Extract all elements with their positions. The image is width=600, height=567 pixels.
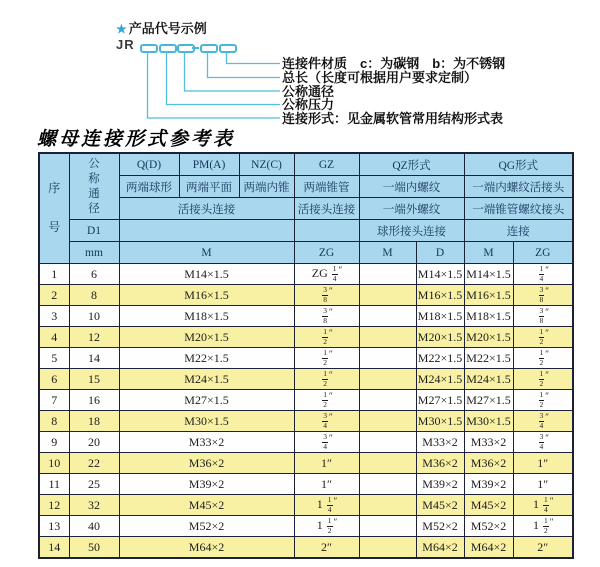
- diagram-label-length: 总长（长度可根据用户要求定制）: [282, 70, 478, 85]
- header-col-nz: NZ(C): [239, 153, 294, 176]
- table-cell: [359, 474, 416, 495]
- diagram-label-pressure: 公称压力: [282, 97, 335, 112]
- header-pm-desc: 两端平面: [179, 176, 239, 198]
- table-cell: M64×2: [464, 537, 513, 559]
- diagram-label-connection: 连接形式：见金属软管常用结构形式表: [282, 111, 504, 126]
- table-cell: 14: [69, 348, 119, 369]
- table-cell: M36×2: [416, 453, 464, 474]
- table-cell: $\frac{3}{4}$ ″: [294, 411, 359, 432]
- table-cell: 8: [39, 411, 69, 432]
- header-qz-desc2: 一端外螺纹: [359, 198, 464, 220]
- table-row: [39, 264, 573, 285]
- table-cell: M16×1.5: [464, 285, 513, 306]
- header-col-qg: QG形式: [464, 153, 573, 176]
- table-cell: $\frac{1}{4}$ ″: [513, 264, 573, 285]
- table-cell: 12: [69, 327, 119, 348]
- table-cell: 13: [39, 516, 69, 537]
- header-qz-d: D: [416, 242, 464, 264]
- table-cell: 2: [39, 285, 69, 306]
- table-cell: [359, 411, 416, 432]
- diagram-label-material: 连接件材质 c：为碳钢 b：为不锈钢: [282, 56, 506, 71]
- table-cell: M24×1.5: [416, 369, 464, 390]
- code-prefix: JR: [116, 37, 135, 52]
- header-m: M: [119, 242, 294, 264]
- table-cell: M27×1.5: [464, 390, 513, 411]
- table-cell: M30×1.5: [416, 411, 464, 432]
- table-cell: [359, 390, 416, 411]
- nut-connection-table: [38, 152, 574, 559]
- table-cell: $\frac{1}{2}$ ″: [294, 348, 359, 369]
- table-cell: 10: [69, 306, 119, 327]
- table-cell: M20×1.5: [416, 327, 464, 348]
- table-cell: $\frac{1}{2}$ ″: [294, 327, 359, 348]
- header-q-desc: 两端球形: [119, 176, 179, 198]
- table-cell: M30×1.5: [464, 411, 513, 432]
- table-row: [39, 369, 573, 390]
- table-cell: M24×1.5: [464, 369, 513, 390]
- table-cell: M33×2: [416, 432, 464, 453]
- table-header: [39, 153, 573, 264]
- table-cell: [359, 432, 416, 453]
- header-seq: 序 号: [39, 153, 69, 264]
- table-cell: $\frac{3}{8}$ ″: [294, 306, 359, 327]
- table-cell: M45×2: [119, 495, 294, 516]
- table-cell: 7: [39, 390, 69, 411]
- table-cell: $\frac{3}{8}$ ″: [513, 285, 573, 306]
- table-cell: [359, 285, 416, 306]
- table-cell: 32: [69, 495, 119, 516]
- table-cell: $\frac{1}{2}$ ″: [294, 369, 359, 390]
- header-qg-desc2: 一端锥管螺纹接头: [464, 198, 573, 220]
- table-cell: 25: [69, 474, 119, 495]
- header-zg: ZG: [294, 242, 359, 264]
- table-cell: [359, 327, 416, 348]
- table-cell: M39×2: [416, 474, 464, 495]
- header-qg-m: M: [464, 242, 513, 264]
- table-cell: 50: [69, 537, 119, 559]
- table-cell: M22×1.5: [119, 348, 294, 369]
- header-qz-conn: 球形接头连接: [359, 220, 464, 242]
- table-cell: M52×2: [416, 516, 464, 537]
- table-cell: 10: [39, 453, 69, 474]
- header-qg-conn: 连接: [464, 220, 573, 242]
- table-cell: 6: [39, 369, 69, 390]
- table-cell: M45×2: [464, 495, 513, 516]
- table-cell: 3: [39, 306, 69, 327]
- table-cell: 15: [69, 369, 119, 390]
- table-cell: M36×2: [464, 453, 513, 474]
- table-row: [39, 306, 573, 327]
- table-cell: M14×1.5: [464, 264, 513, 285]
- table-cell: M52×2: [464, 516, 513, 537]
- table-row: [39, 348, 573, 369]
- table-row: [39, 327, 573, 348]
- table-cell: M18×1.5: [416, 306, 464, 327]
- table-cell: M52×2: [119, 516, 294, 537]
- table-cell: 6: [69, 264, 119, 285]
- table-body: [39, 264, 573, 559]
- table-row: [39, 474, 573, 495]
- table-cell: M16×1.5: [119, 285, 294, 306]
- table-cell: [359, 369, 416, 390]
- table-cell: M14×1.5: [119, 264, 294, 285]
- table-cell: M27×1.5: [119, 390, 294, 411]
- diagram-heading-text: 产品代号示例: [128, 21, 207, 36]
- header-col-gz: GZ: [294, 153, 359, 176]
- header-union-conn: 活接头连接: [119, 198, 294, 220]
- table-cell: $\frac{3}{8}$ ″: [294, 285, 359, 306]
- table-cell: M16×1.5: [416, 285, 464, 306]
- table-cell: M14×1.5: [416, 264, 464, 285]
- table-cell: 5: [39, 348, 69, 369]
- table-cell: [359, 495, 416, 516]
- table-cell: $\frac{3}{8}$ ″: [513, 306, 573, 327]
- table-cell: M36×2: [119, 453, 294, 474]
- table-cell: $\frac{3}{4}$ ″: [294, 432, 359, 453]
- header-col-q: Q(D): [119, 153, 179, 176]
- table-row: [39, 537, 573, 559]
- table-cell: $\frac{1}{2}$ ″: [294, 390, 359, 411]
- table-row: [39, 495, 573, 516]
- table-cell: 18: [69, 411, 119, 432]
- table-cell: 20: [69, 432, 119, 453]
- table-cell: M64×2: [119, 537, 294, 559]
- table-cell: 1″: [294, 474, 359, 495]
- table-cell: M27×1.5: [416, 390, 464, 411]
- table-cell: [359, 537, 416, 559]
- table-cell: 8: [69, 285, 119, 306]
- header-qg-desc1: 一端内螺纹活接头: [464, 176, 573, 198]
- header-dn: 公 称 通 径: [69, 153, 119, 220]
- table-row: [39, 285, 573, 306]
- table-title: 螺母连接形式参考表: [37, 129, 236, 150]
- table-cell: [359, 453, 416, 474]
- table-cell: M22×1.5: [464, 348, 513, 369]
- table-cell: [359, 348, 416, 369]
- header-col-qz: QZ形式: [359, 153, 464, 176]
- table-row: [39, 453, 573, 474]
- header-blank-union: [119, 220, 294, 242]
- table-cell: $\frac{1}{2}$ ″: [513, 327, 573, 348]
- table-cell: $\frac{1}{2}$ ″: [513, 369, 573, 390]
- table-cell: $\frac{3}{4}$ ″: [513, 432, 573, 453]
- table-cell: 1″: [513, 474, 573, 495]
- table-cell: M20×1.5: [119, 327, 294, 348]
- table-cell: M18×1.5: [464, 306, 513, 327]
- table-cell: 1: [39, 264, 69, 285]
- table-cell: M39×2: [464, 474, 513, 495]
- table-cell: 9: [39, 432, 69, 453]
- header-col-pm: PM(A): [179, 153, 239, 176]
- table-cell: M45×2: [416, 495, 464, 516]
- table-cell: M20×1.5: [464, 327, 513, 348]
- table-cell: M30×1.5: [119, 411, 294, 432]
- header-nz-desc: 两端内锥: [239, 176, 294, 198]
- table-cell: 12: [39, 495, 69, 516]
- star-icon: ★: [116, 22, 127, 36]
- diagram-label-diameter: 公称通径: [282, 84, 335, 99]
- table-cell: 4: [39, 327, 69, 348]
- table-cell: 1″: [294, 453, 359, 474]
- table-cell: M18×1.5: [119, 306, 294, 327]
- table-cell: 2″: [294, 537, 359, 559]
- table-cell: 22: [69, 453, 119, 474]
- table-cell: 1 $\frac{1}{4}$ ″: [513, 495, 573, 516]
- table-row: [39, 411, 573, 432]
- table-row: [39, 390, 573, 411]
- product-code-diagram: [0, 0, 600, 142]
- table-cell: [359, 264, 416, 285]
- table-cell: 14: [39, 537, 69, 559]
- table-cell: 11: [39, 474, 69, 495]
- header-gz-desc: 两端锥管: [294, 176, 359, 198]
- table-cell: M39×2: [119, 474, 294, 495]
- table-cell: [359, 516, 416, 537]
- table-cell: 1 $\frac{1}{2}$ ″: [294, 516, 359, 537]
- header-d1: D1: [69, 220, 119, 242]
- table-cell: M64×2: [416, 537, 464, 559]
- header-qg-zg: ZG: [513, 242, 573, 264]
- table-cell: 16: [69, 390, 119, 411]
- table-cell: $\frac{3}{4}$ ″: [513, 411, 573, 432]
- table-cell: $\frac{1}{2}$ ″: [513, 348, 573, 369]
- header-qz-desc1: 一端内螺纹: [359, 176, 464, 198]
- table-row: [39, 516, 573, 537]
- table-cell: [359, 306, 416, 327]
- table-cell: 1 $\frac{1}{4}$ ″: [294, 495, 359, 516]
- table-cell: $\frac{1}{2}$ ″: [513, 390, 573, 411]
- table-cell: 1″: [513, 453, 573, 474]
- table-cell: ZG $\frac{1}{4}$ ″: [294, 264, 359, 285]
- table-cell: M33×2: [464, 432, 513, 453]
- table-cell: M22×1.5: [416, 348, 464, 369]
- header-gz-conn: 活接头连接: [294, 198, 359, 220]
- table-cell: M33×2: [119, 432, 294, 453]
- table-cell: M24×1.5: [119, 369, 294, 390]
- table-cell: 40: [69, 516, 119, 537]
- table-row: [39, 432, 573, 453]
- table-cell: 2″: [513, 537, 573, 559]
- header-blank-gz: [294, 220, 359, 242]
- header-qz-m: M: [359, 242, 416, 264]
- table-cell: 1 $\frac{1}{2}$ ″: [513, 516, 573, 537]
- header-mm: mm: [69, 242, 119, 264]
